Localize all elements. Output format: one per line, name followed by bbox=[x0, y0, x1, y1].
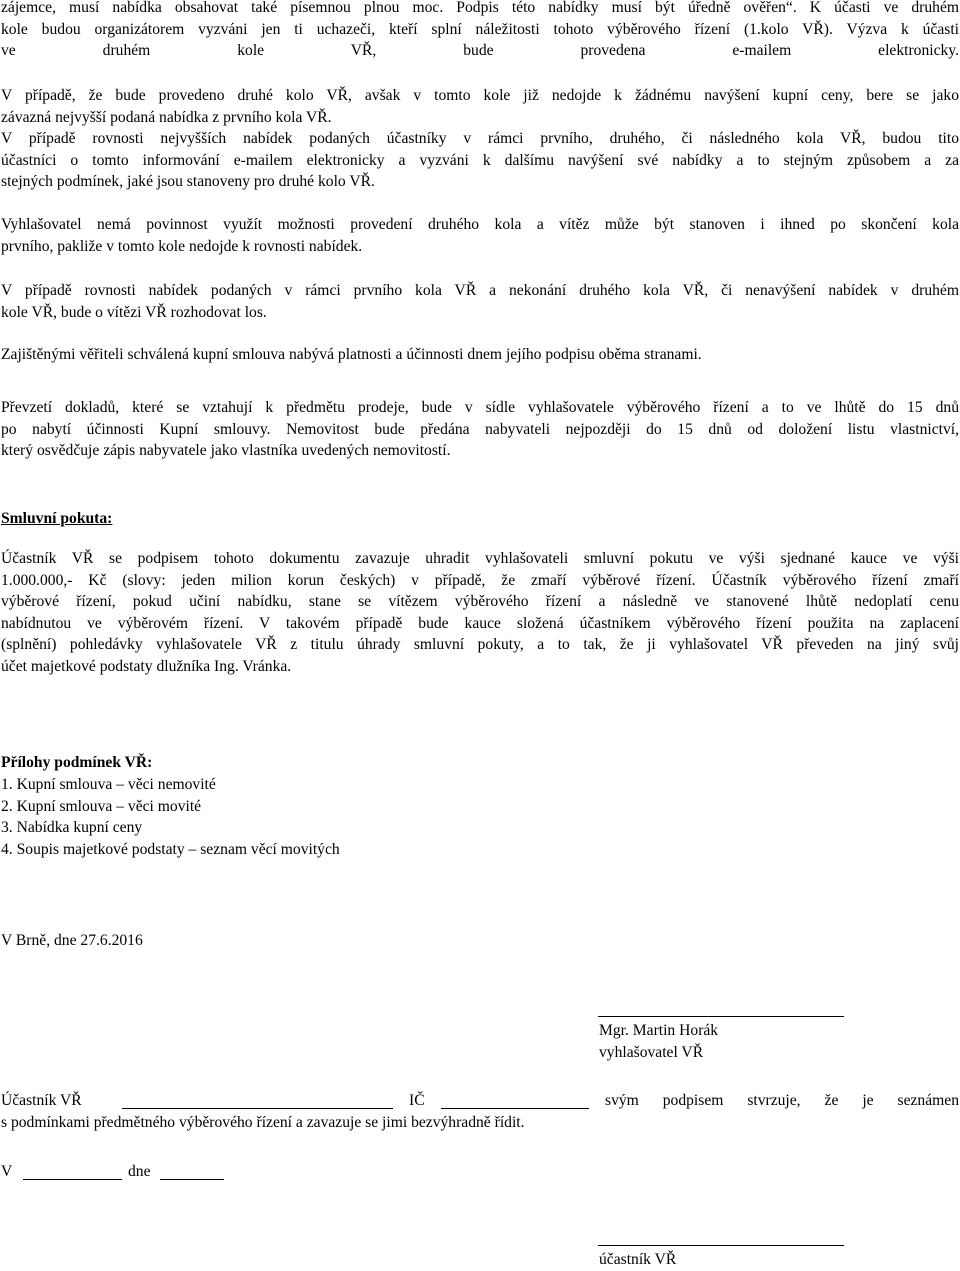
text-line: Vyhlašovatel nemá povinnost využít možnosti provedení druhého kola a vítěz může být stanoven i ihned po skončení kola bbox=[1, 216, 959, 233]
text-line: závazná nejvyšší podaná nabídka z prvního kola VŘ. bbox=[1, 108, 332, 126]
date-label: dne bbox=[128, 1163, 151, 1180]
paragraph-handover bbox=[1, 397, 959, 462]
paragraph-offer-signature bbox=[1, 0, 959, 62]
paragraph-penalty bbox=[1, 548, 959, 677]
organizer-name: Mgr. Martin Horák bbox=[599, 1022, 719, 1039]
text-line: Zajištěnými věřiteli schválená kupní smlouva nabývá platnosti a účinnosti dnem jejího podpisu oběma stranami. bbox=[1, 346, 702, 363]
text-line: 1.000.000,- Kč (slovy: jeden milion korun českých) v případě, že zmaří výběrové řízení. Účastník výběrového řízení zmaří bbox=[1, 571, 959, 589]
text-line: stejných podmínek, jaké jsou stanoveny pro druhé kolo VŘ. bbox=[1, 173, 375, 190]
text-line: po nabytí účinnosti Kupní smlouvy. Nemovitost bude předána nabyvateli nejpozději do 15 dnů od doložení listu vlastnictví, bbox=[1, 420, 959, 438]
text-line: (splnění) pohledávky vyhlašovatele VŘ z titulu úhrady smluvní pokuty, a to tak, že ji vyhlašovatel VŘ převeden na jiný svůj bbox=[1, 636, 959, 653]
place-line bbox=[23, 1179, 122, 1180]
text-line: V případě rovnosti nabídek podaných v rámci prvního kola VŘ a nekonání druhého kola VŘ, či nenavýšení nabídek v druhém bbox=[1, 282, 959, 299]
ic-line bbox=[441, 1108, 589, 1109]
attachment-item: 4. Soupis majetkové podstaty – seznam věcí movitých bbox=[1, 840, 340, 858]
organizer-role: vyhlašovatel VŘ bbox=[599, 1044, 704, 1061]
paragraph-contract-validity bbox=[1, 344, 959, 366]
place-label: V bbox=[1, 1163, 13, 1180]
paragraph-second-round bbox=[1, 85, 959, 128]
text-line: kole VŘ, bude o vítězi VŘ rozhodovat los. bbox=[1, 303, 267, 321]
text-line: prvního, pakliže v tomto kole nedojde k rovnosti nabídek. bbox=[1, 237, 363, 255]
penalty-heading: Smluvní pokuta: bbox=[1, 510, 113, 527]
participant-label: Účastník VŘ bbox=[1, 1092, 82, 1109]
place-date: V Brně, dne 27.6.2016 bbox=[1, 932, 143, 949]
attachment-item: 1. Kupní smlouva – věci nemovité bbox=[1, 776, 216, 793]
participant-signature-line bbox=[598, 1245, 844, 1246]
text-line: nabídnutou ve výběrovém řízení. V takovém případě bude kauce složená účastníkem výběrového řízení použita na zaplacení bbox=[1, 614, 959, 632]
attachments-list bbox=[1, 774, 340, 860]
paragraph-equal-bids bbox=[1, 128, 959, 193]
participant-signature-role: účastník VŘ bbox=[599, 1251, 677, 1268]
text-line: Účastník VŘ se podpisem tohoto dokumentu zavazuje uhradit vyhlašovateli smluvní pokutu ve výši sjednané kauce ve výši bbox=[1, 550, 959, 567]
paragraph-lottery bbox=[1, 280, 959, 323]
text-line: účastníci o tomto informování e-mailem elektronicky a vyzváni k dalšímu navýšení své nabídky a to stejným způsobem a za bbox=[1, 151, 959, 169]
text-line: V případě, že bude provedeno druhé kolo VŘ, avšak v tomto kole již nedojde k žádnému navýšení kupní ceny, bere se jako bbox=[1, 87, 959, 104]
ic-label: IČ bbox=[409, 1092, 425, 1109]
paragraph-no-obligation bbox=[1, 214, 959, 257]
date-line bbox=[160, 1179, 224, 1180]
text-line: ve druhém kole VŘ, bude provedena e-mailem elektronicky. bbox=[1, 42, 959, 59]
text-line: V případě rovnosti nejvyšších nabídek podaných účastníky v rámci prvního, druhého, či následného kola VŘ, budou tito bbox=[1, 130, 959, 147]
text-line: který osvědčuje zápis nabyvatele jako vlastníka uvedených nemovitostí. bbox=[1, 442, 451, 459]
attachments-heading: Přílohy podmínek VŘ: bbox=[1, 754, 153, 771]
attachment-item: 3. Nabídka kupní ceny bbox=[1, 819, 143, 836]
organizer-signature-line bbox=[598, 1016, 844, 1017]
participant-statement: svým podpisem stvrzuje, že je seznámen bbox=[605, 1092, 959, 1109]
text-line: výběrové řízení, pokud učiní nabídku, stane se vítězem výběrového řízení a následně ve stanovené lhůtě nedoplatí cenu bbox=[1, 593, 959, 610]
attachment-item: 2. Kupní smlouva – věci movité bbox=[1, 797, 202, 815]
text-line: účet majetkové podstaty dlužníka Ing. Vránka. bbox=[1, 657, 292, 675]
participant-name-line bbox=[122, 1108, 393, 1109]
text-line: kole budou organizátorem vyzváni jen ti uchazeči, kteří splní náležitosti tohoto výběrového řízení (1.kolo VŘ). Výzva k účasti bbox=[1, 20, 959, 38]
participant-statement-line2: s podmínkami předmětného výběrového řízení a zavazuje se jimi bezvýhradně řídit. bbox=[1, 1114, 525, 1131]
text-line: Převzetí dokladů, které se vztahují k předmětu prodeje, bude v sídle vyhlašovatele výběrového řízení a to ve lhůtě do 15 dnů bbox=[1, 399, 959, 416]
text-line: zájemce, musí nabídka obsahovat také písemnou plnou moc. Podpis této nabídky musí být úředně ověřen“. K účasti ve druhém bbox=[1, 0, 959, 16]
